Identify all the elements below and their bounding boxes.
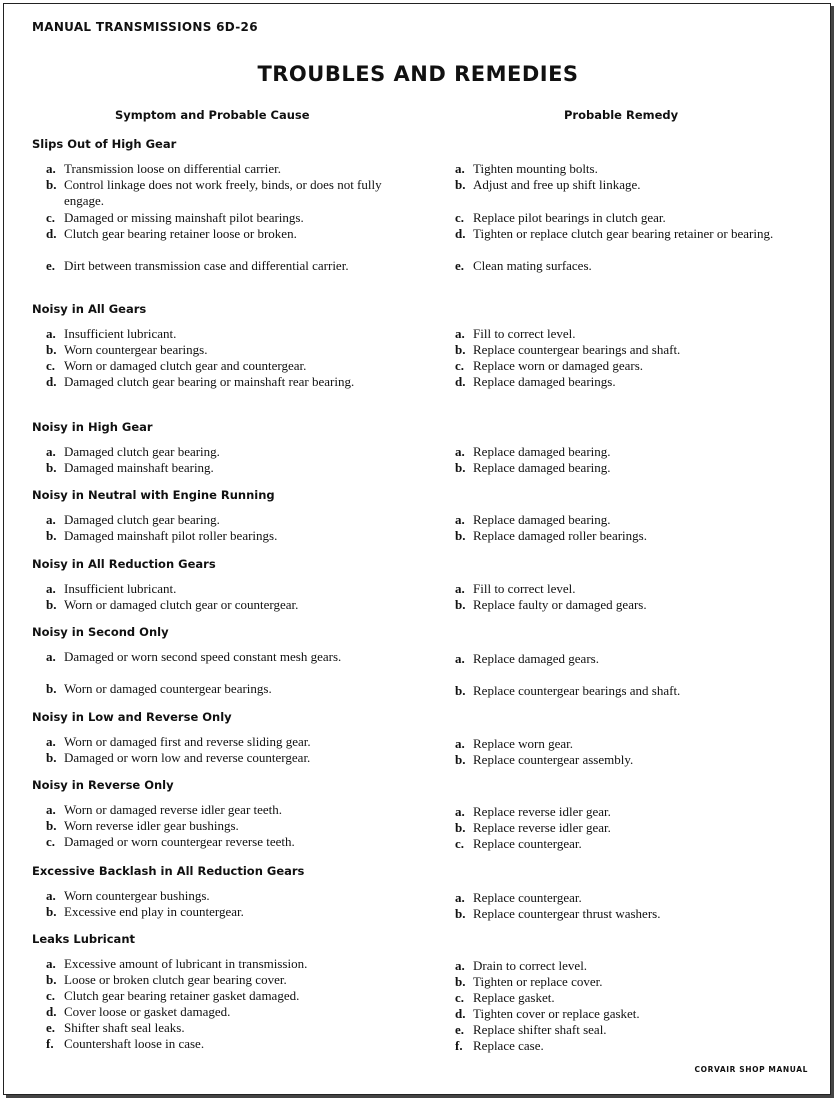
- item-letter: a.: [46, 802, 56, 817]
- item-letter: a.: [455, 651, 465, 666]
- remedy-item: [455, 1038, 815, 1054]
- item-letter: b.: [46, 342, 57, 357]
- item-letter: d.: [455, 374, 466, 389]
- item-letter: b.: [46, 818, 57, 833]
- item-letter: b.: [455, 597, 466, 612]
- item-text: Replace pilot bearings in clutch gear.: [473, 210, 666, 225]
- section-title: Noisy in High Gear: [32, 420, 153, 434]
- remedy-item: [455, 683, 815, 699]
- item-text: Clutch gear bearing retainer loose or broken.: [64, 226, 297, 241]
- item-text: Drain to correct level.: [473, 958, 588, 973]
- item-text: Worn or damaged reverse idler gear teeth.: [64, 802, 283, 817]
- cause-item: [46, 1004, 396, 1020]
- item-text: Replace countergear assembly.: [473, 752, 634, 767]
- item-text: Tighten or replace cover.: [473, 974, 603, 989]
- remedy-item: [455, 326, 815, 342]
- item-text: Worn or damaged clutch gear or countergear.: [64, 597, 299, 612]
- cause-item: [46, 904, 396, 920]
- remedy-item: [455, 342, 815, 358]
- item-letter: b.: [455, 974, 466, 989]
- item-letter: a.: [455, 512, 465, 527]
- cause-item: [46, 342, 396, 358]
- cause-item: [46, 258, 396, 274]
- remedy-item: [455, 1006, 815, 1022]
- item-letter: a.: [46, 444, 56, 459]
- cause-item: [46, 649, 396, 665]
- section-title: Noisy in Low and Reverse Only: [32, 710, 232, 724]
- item-letter: d.: [46, 374, 57, 389]
- item-text: Damaged or worn low and reverse countergear.: [64, 750, 311, 765]
- section-title: Noisy in Neutral with Engine Running: [32, 488, 275, 502]
- section-title: Noisy in All Gears: [32, 302, 147, 316]
- cause-item: [46, 581, 396, 597]
- item-letter: b.: [46, 972, 57, 987]
- remedy-item: [455, 1022, 815, 1038]
- item-letter: a.: [46, 161, 56, 176]
- item-letter: b.: [46, 528, 57, 543]
- cause-item: [46, 972, 396, 988]
- cause-item: [46, 888, 396, 904]
- item-letter: f.: [46, 1036, 54, 1051]
- column-header-remedy: Probable Remedy: [564, 108, 679, 122]
- item-text: Replace countergear bearings and shaft.: [473, 342, 681, 357]
- item-text: Worn reverse idler gear bushings.: [64, 818, 239, 833]
- remedy-item: [455, 804, 815, 820]
- cause-item: [46, 734, 396, 750]
- item-text: Replace reverse idler gear.: [473, 820, 611, 835]
- item-letter: a.: [455, 161, 465, 176]
- item-text: Replace countergear thrust washers.: [473, 906, 661, 921]
- item-letter: c.: [455, 358, 465, 373]
- remedy-item: [455, 226, 815, 242]
- item-text: Tighten cover or replace gasket.: [473, 1006, 640, 1021]
- item-text: Worn countergear bearings.: [64, 342, 208, 357]
- item-text: Replace countergear.: [473, 836, 582, 851]
- cause-item: [46, 834, 396, 850]
- item-text: Replace damaged bearing.: [473, 444, 611, 459]
- section-title: Slips Out of High Gear: [32, 137, 177, 151]
- item-letter: b.: [455, 683, 466, 698]
- item-letter: a.: [46, 888, 56, 903]
- item-letter: a.: [455, 581, 465, 596]
- item-letter: a.: [46, 512, 56, 527]
- item-text: Replace damaged bearing.: [473, 512, 611, 527]
- item-text: Excessive amount of lubricant in transmission.: [64, 956, 308, 971]
- item-letter: c.: [455, 836, 465, 851]
- remedy-item: [455, 358, 815, 374]
- item-letter: e.: [455, 1022, 465, 1037]
- cause-item: [46, 326, 396, 342]
- item-text: Replace damaged bearing.: [473, 460, 611, 475]
- remedy-item: [455, 460, 815, 476]
- section-title: Excessive Backlash in All Reduction Gears: [32, 864, 305, 878]
- item-letter: c.: [46, 988, 56, 1003]
- item-text: Damaged clutch gear bearing or mainshaft rear bearing.: [64, 374, 355, 389]
- item-text: Dirt between transmission case and differential carrier.: [64, 258, 349, 273]
- section-title: Noisy in Second Only: [32, 625, 169, 639]
- item-text: Damaged or worn second speed constant mesh gears.: [64, 649, 342, 664]
- item-text: Damaged mainshaft pilot roller bearings.: [64, 528, 278, 543]
- item-letter: b.: [46, 460, 57, 475]
- item-text: Replace worn or damaged gears.: [473, 358, 644, 373]
- cause-item: [46, 750, 396, 766]
- item-letter: a.: [455, 444, 465, 459]
- item-letter: b.: [46, 904, 57, 919]
- cause-item: [46, 460, 396, 476]
- item-text: Damaged mainshaft bearing.: [64, 460, 214, 475]
- remedy-item: [455, 651, 815, 667]
- item-letter: b.: [46, 750, 57, 765]
- item-text: Replace reverse idler gear.: [473, 804, 611, 819]
- item-text: Insufficient lubricant.: [64, 581, 177, 596]
- item-text: Fill to correct level.: [473, 326, 576, 341]
- item-text: Replace faulty or damaged gears.: [473, 597, 647, 612]
- cause-item: [46, 444, 396, 460]
- item-text: Insufficient lubricant.: [64, 326, 177, 341]
- cause-item: [46, 818, 396, 834]
- item-letter: b.: [46, 597, 57, 612]
- item-letter: a.: [46, 734, 56, 749]
- item-text: Replace countergear bearings and shaft.: [473, 683, 681, 698]
- remedy-item: [455, 512, 815, 528]
- item-letter: c.: [46, 210, 56, 225]
- item-letter: b.: [455, 528, 466, 543]
- remedy-item: [455, 890, 815, 906]
- cause-item: [46, 512, 396, 528]
- item-letter: c.: [455, 210, 465, 225]
- item-text: Transmission loose on differential carrier.: [64, 161, 281, 176]
- remedy-item: [455, 444, 815, 460]
- cause-item: [46, 1036, 396, 1052]
- item-text: Replace damaged bearings.: [473, 374, 616, 389]
- cause-item: [46, 161, 396, 177]
- item-letter: b.: [455, 906, 466, 921]
- item-text: Worn or damaged first and reverse sliding gear.: [64, 734, 311, 749]
- section-title: Noisy in All Reduction Gears: [32, 557, 216, 571]
- item-text: Worn or damaged clutch gear and countergear.: [64, 358, 307, 373]
- remedy-item: [455, 958, 815, 974]
- item-letter: a.: [455, 736, 465, 751]
- remedy-item: [455, 581, 815, 597]
- item-text: Replace worn gear.: [473, 736, 573, 751]
- item-letter: c.: [46, 358, 56, 373]
- item-letter: e.: [455, 258, 465, 273]
- remedy-item: [455, 210, 815, 226]
- item-text: Adjust and free up shift linkage.: [473, 177, 641, 192]
- item-letter: a.: [46, 326, 56, 341]
- item-letter: b.: [455, 342, 466, 357]
- item-letter: d.: [455, 1006, 466, 1021]
- item-text: Clean mating surfaces.: [473, 258, 592, 273]
- remedy-item: [455, 974, 815, 990]
- item-letter: b.: [455, 752, 466, 767]
- cause-item: [46, 1020, 396, 1036]
- remedy-item: [455, 990, 815, 1006]
- remedy-item: [455, 597, 815, 613]
- cause-item: [46, 226, 396, 242]
- item-text: Replace countergear.: [473, 890, 582, 905]
- item-letter: d.: [46, 226, 57, 241]
- item-letter: a.: [46, 581, 56, 596]
- item-letter: a.: [46, 956, 56, 971]
- cause-item: [46, 358, 396, 374]
- remedy-item: [455, 177, 815, 193]
- cause-item: [46, 802, 396, 818]
- item-text: Fill to correct level.: [473, 581, 576, 596]
- item-letter: b.: [455, 820, 466, 835]
- running-header: MANUAL TRANSMISSIONS 6D-26: [32, 20, 258, 34]
- item-text: Cover loose or gasket damaged.: [64, 1004, 231, 1019]
- cause-item: [46, 681, 396, 697]
- item-letter: e.: [46, 258, 56, 273]
- item-text: Control linkage does not work freely, binds, or does not fully engage.: [64, 177, 382, 208]
- item-text: Replace damaged roller bearings.: [473, 528, 647, 543]
- remedy-item: [455, 906, 815, 922]
- remedy-item: [455, 161, 815, 177]
- section-title: Leaks Lubricant: [32, 932, 136, 946]
- item-letter: a.: [455, 326, 465, 341]
- item-letter: d.: [455, 226, 466, 241]
- item-text: Tighten or replace clutch gear bearing retainer or bearing.: [473, 226, 774, 241]
- cause-item: [46, 374, 396, 390]
- footer-text: CORVAIR SHOP MANUAL: [694, 1065, 808, 1074]
- remedy-item: [455, 258, 815, 274]
- item-text: Tighten mounting bolts.: [473, 161, 598, 176]
- cause-item: [46, 988, 396, 1004]
- item-text: Replace damaged gears.: [473, 651, 599, 666]
- remedy-item: [455, 528, 815, 544]
- remedy-item: [455, 836, 815, 852]
- cause-item: [46, 597, 396, 613]
- remedy-item: [455, 820, 815, 836]
- item-letter: b.: [46, 177, 57, 192]
- item-letter: b.: [46, 681, 57, 696]
- item-text: Damaged or worn countergear reverse teeth.: [64, 834, 295, 849]
- cause-item: [46, 210, 396, 226]
- item-text: Shifter shaft seal leaks.: [64, 1020, 185, 1035]
- item-letter: a.: [455, 958, 465, 973]
- item-text: Worn or damaged countergear bearings.: [64, 681, 272, 696]
- item-text: Clutch gear bearing retainer gasket damaged.: [64, 988, 300, 1003]
- cause-item: [46, 177, 396, 209]
- item-text: Countershaft loose in case.: [64, 1036, 205, 1051]
- item-text: Damaged clutch gear bearing.: [64, 444, 220, 459]
- column-header-cause: Symptom and Probable Cause: [115, 108, 310, 122]
- item-letter: c.: [46, 834, 56, 849]
- item-letter: b.: [455, 177, 466, 192]
- item-letter: d.: [46, 1004, 57, 1019]
- item-letter: b.: [455, 460, 466, 475]
- cause-item: [46, 956, 396, 972]
- item-text: Worn countergear bushings.: [64, 888, 210, 903]
- remedy-item: [455, 736, 815, 752]
- page-title: TROUBLES AND REMEDIES: [257, 62, 579, 86]
- item-text: Replace shifter shaft seal.: [473, 1022, 607, 1037]
- item-letter: c.: [455, 990, 465, 1005]
- item-text: Damaged clutch gear bearing.: [64, 512, 220, 527]
- item-letter: a.: [455, 804, 465, 819]
- item-letter: f.: [455, 1038, 463, 1053]
- remedy-item: [455, 752, 815, 768]
- remedy-item: [455, 374, 815, 390]
- section-title: Noisy in Reverse Only: [32, 778, 174, 792]
- item-letter: e.: [46, 1020, 56, 1035]
- item-text: Damaged or missing mainshaft pilot bearings.: [64, 210, 304, 225]
- item-text: Replace case.: [473, 1038, 544, 1053]
- item-letter: a.: [455, 890, 465, 905]
- cause-item: [46, 528, 396, 544]
- item-text: Loose or broken clutch gear bearing cover.: [64, 972, 287, 987]
- item-text: Excessive end play in countergear.: [64, 904, 244, 919]
- item-text: Replace gasket.: [473, 990, 555, 1005]
- item-letter: a.: [46, 649, 56, 664]
